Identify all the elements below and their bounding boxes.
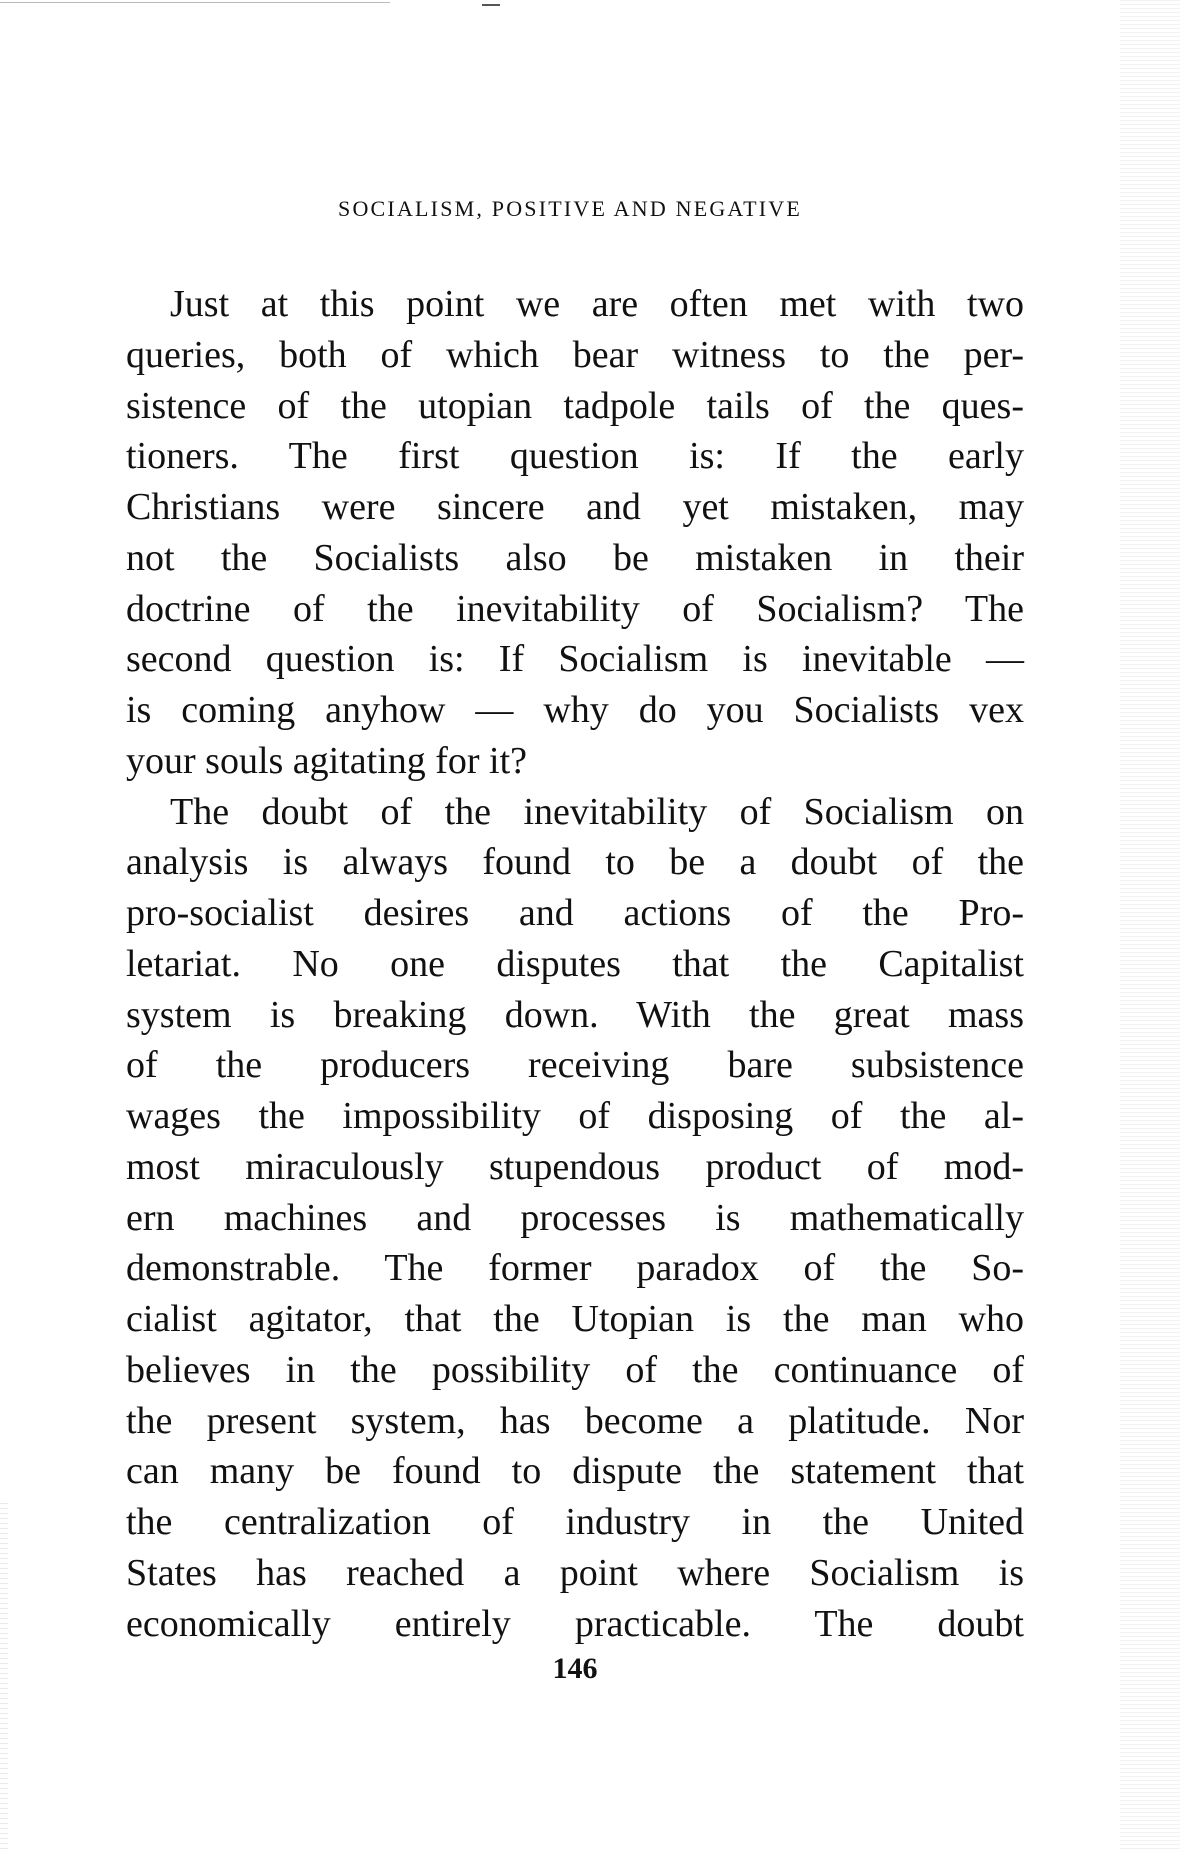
body-text [126, 279, 1024, 1649]
text-line: Just at this point we are often met with two [170, 283, 1024, 325]
page-number: 146 [552, 1652, 598, 1685]
text-line: cialist agitator, that the Utopian is the man who [126, 1298, 1024, 1340]
text-line: ern machines and processes is mathematically [126, 1196, 1024, 1239]
text-line: the present system, has become a platitude. Nor [126, 1399, 1024, 1442]
text-line: States has reached a point where Socialism is [126, 1551, 1024, 1594]
text-line: sistence of the utopian tadpole tails of the ques- [126, 384, 1024, 427]
text-line: of the producers receiving bare subsistence [126, 1044, 1024, 1087]
text-line: queries, both of which bear witness to the per- [126, 333, 1024, 376]
text-line: your souls agitating for it? [126, 739, 528, 782]
text-line: not the Socialists also be mistaken in their [126, 536, 1024, 579]
text-line: The doubt of the inevitability of Socialism on [170, 790, 1024, 833]
text-line: believes in the possibility of the continuance of [126, 1348, 1024, 1391]
text-line: system is breaking down. With the great mass [126, 993, 1024, 1036]
text-line: the centralization of industry in the United [126, 1501, 1024, 1543]
text-line: tioners. The first question is: If the early [126, 435, 1024, 478]
text-line: letariat. No one disputes that the Capitalist [126, 942, 1024, 985]
paragraph [126, 279, 1024, 787]
page-edge-shadow [1120, 0, 1180, 1849]
running-header: SOCIALISM, POSITIVE AND NEGATIVE [338, 196, 802, 221]
text-line: most miraculously stupendous product of mod- [126, 1145, 1024, 1188]
scan-artifact-dash [482, 4, 500, 6]
text-line: demonstrable. The former paradox of the So- [126, 1247, 1024, 1290]
text-line: Christians were sincere and yet mistaken, may [126, 486, 1024, 528]
paragraph [126, 787, 1024, 1650]
scan-artifact-line [0, 2, 390, 3]
text-line: wages the impossibility of disposing of the al- [126, 1095, 1024, 1137]
text-line: economically entirely practicable. The doubt [126, 1602, 1024, 1645]
text-line: doctrine of the inevitability of Socialism? The [126, 587, 1024, 630]
text-line: pro-socialist desires and actions of the Pro- [126, 892, 1024, 934]
text-line: is coming anyhow — why do you Socialists vex [126, 689, 1024, 731]
text-line: can many be found to dispute the statement that [126, 1450, 1024, 1493]
text-line: analysis is always found to be a doubt of the [126, 841, 1024, 884]
text-line: second question is: If Socialism is inevitable — [126, 638, 1024, 681]
